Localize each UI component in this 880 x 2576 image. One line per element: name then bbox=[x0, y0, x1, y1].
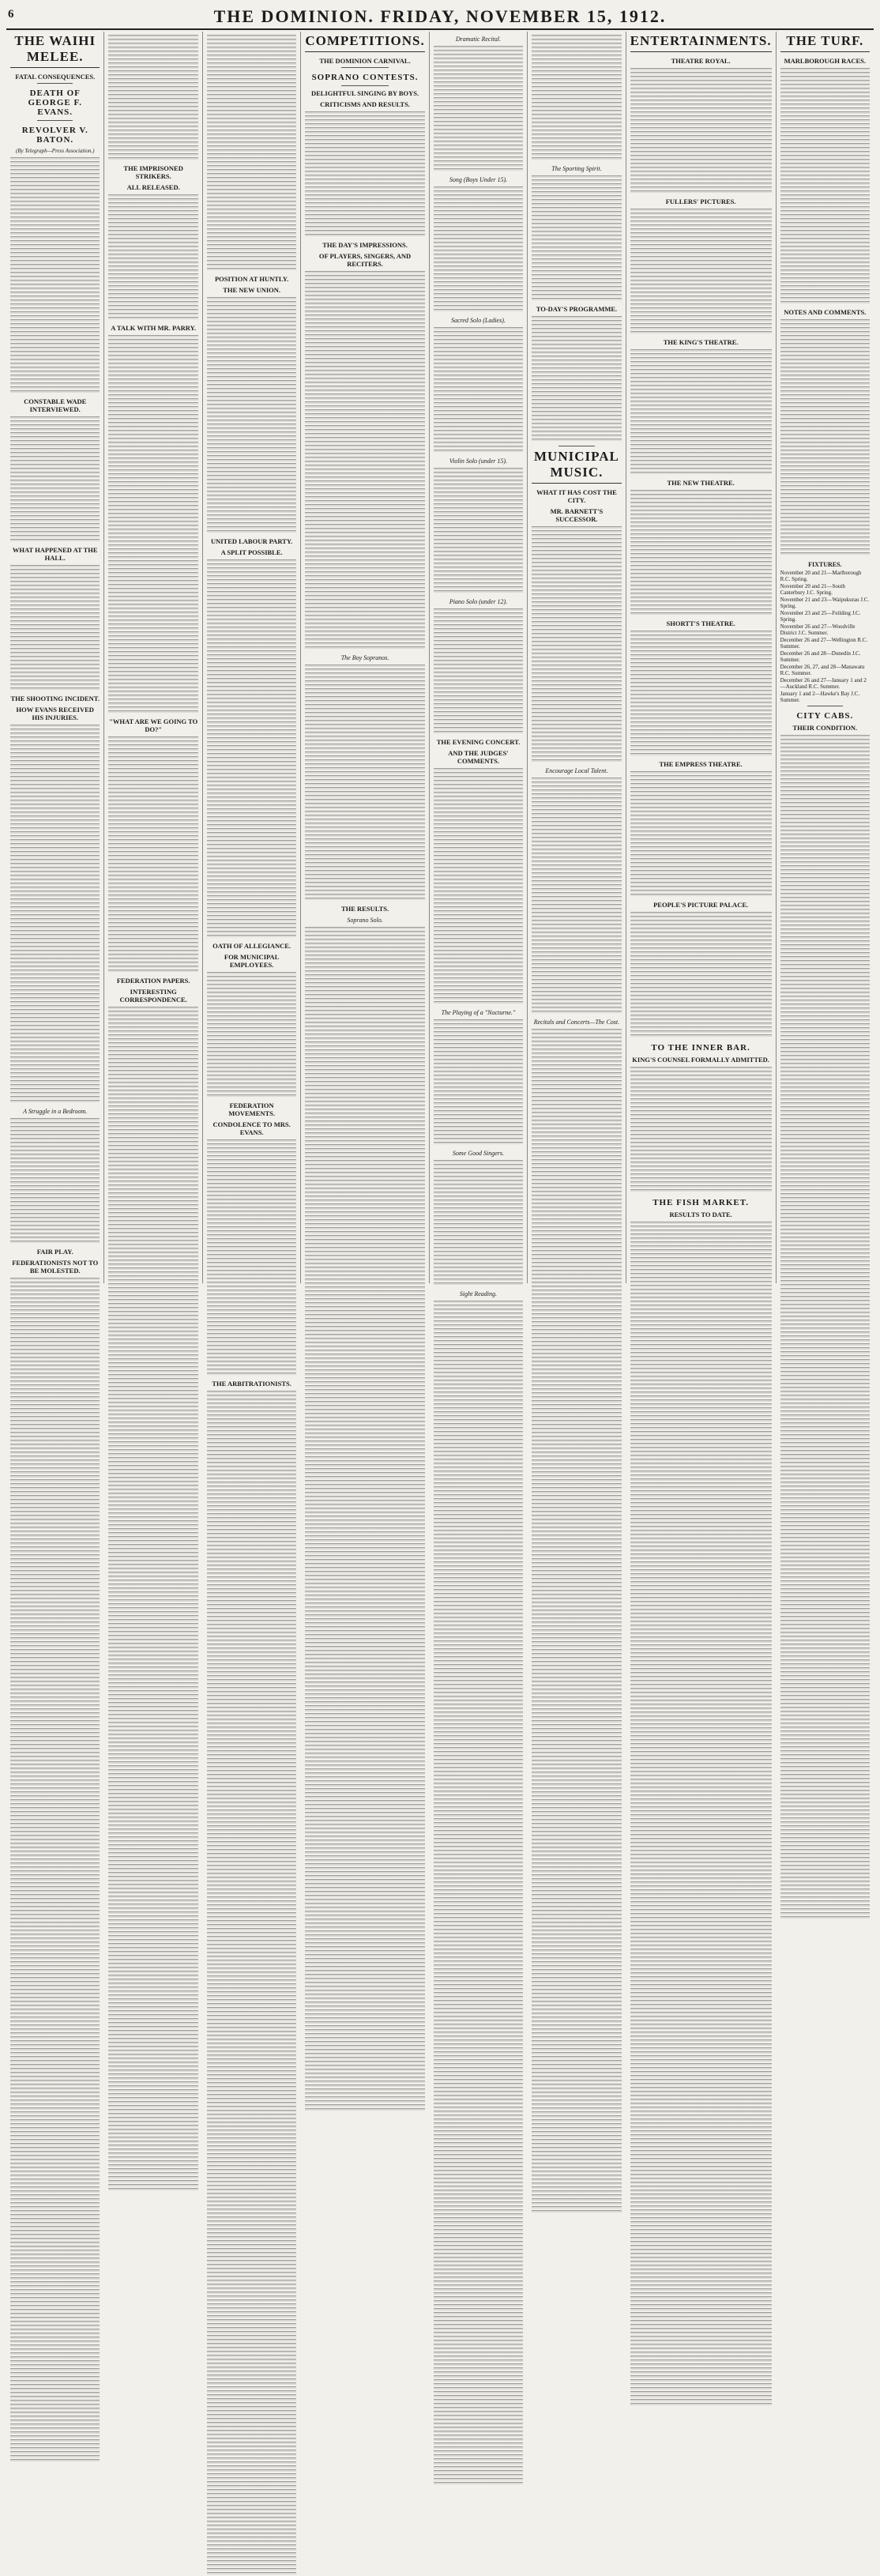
section-heading: TO THE INNER BAR. bbox=[651, 1043, 750, 1053]
section-heading: CONDOLENCE TO MRS. EVANS. bbox=[212, 1120, 291, 1136]
column-7 bbox=[626, 32, 777, 1283]
divider bbox=[341, 85, 389, 86]
section-heading: THE EVENING CONCERT. bbox=[436, 738, 521, 746]
fixture-item: December 26 and 28—Dunedin J.C. Summer. bbox=[780, 650, 861, 663]
article-text bbox=[532, 175, 621, 302]
section-heading: FEDERATIONISTS NOT TO BE MOLESTED. bbox=[12, 1259, 99, 1275]
article-text bbox=[434, 468, 523, 594]
article-text bbox=[630, 490, 772, 616]
article-text bbox=[10, 416, 100, 543]
section-heading: WHAT HAPPENED AT THE HALL. bbox=[12, 546, 98, 562]
article-text bbox=[434, 327, 523, 454]
section-heading: THE ARBITRATIONISTS. bbox=[212, 1380, 291, 1388]
article-text bbox=[630, 912, 772, 1038]
article-text bbox=[108, 1007, 197, 2192]
headline-entertainments: ENTERTAINMENTS. bbox=[630, 33, 772, 52]
section-heading: FULLERS' PICTURES. bbox=[665, 198, 736, 205]
subhead-carnival: THE DOMINION CARNIVAL. bbox=[319, 57, 411, 65]
subhead-death: DEATH OF GEORGE F. EVANS. bbox=[28, 89, 82, 117]
section-heading: FAIR PLAY. bbox=[36, 1248, 73, 1256]
column-1 bbox=[6, 32, 104, 1283]
section-subheading: Encourage Local Talent. bbox=[545, 767, 608, 774]
section-heading: UNITED LABOUR PARTY. bbox=[210, 537, 293, 545]
subhead-revolver: REVOLVER V. BATON. bbox=[21, 126, 88, 145]
subhead-fatal: FATAL CONSEQUENCES. bbox=[15, 73, 96, 81]
subhead-criticisms: CRITICISMS AND RESULTS. bbox=[320, 100, 410, 108]
article-text bbox=[207, 559, 296, 939]
section-heading: OATH OF ALLEGIANCE. bbox=[212, 942, 291, 950]
article-text bbox=[434, 186, 523, 313]
section-heading: THE KING'S THEATRE. bbox=[663, 338, 739, 346]
section-heading: KING'S COUNSEL FORMALLY ADMITTED. bbox=[632, 1056, 769, 1064]
section-subheading: Violin Solo (under 15). bbox=[449, 458, 508, 465]
article-text bbox=[305, 111, 424, 238]
article-text bbox=[207, 1139, 296, 1377]
article-text bbox=[630, 68, 772, 194]
article-text bbox=[305, 271, 424, 650]
article-text bbox=[10, 1278, 100, 2463]
subhead-soprano: SOPRANO CONTESTS. bbox=[311, 73, 419, 82]
section-subheading: The Playing of a "Nocturne." bbox=[441, 1009, 516, 1016]
article-text bbox=[434, 46, 523, 172]
section-heading: "WHAT ARE WE GOING TO DO?" bbox=[109, 717, 198, 733]
article-text bbox=[532, 1029, 621, 2214]
fixture-item: November 20 and 21—South Canterbury J.C. Spring. bbox=[780, 583, 845, 596]
section-subheading: Piano Solo (under 12). bbox=[449, 598, 508, 605]
divider bbox=[37, 83, 73, 84]
article-text bbox=[434, 1301, 523, 2486]
divider bbox=[37, 120, 73, 121]
article-text bbox=[532, 778, 621, 1015]
article-text bbox=[630, 631, 772, 757]
fixture-item: November 23 and 25—Feilding J.C. Spring. bbox=[780, 610, 861, 623]
section-heading: THE RESULTS. bbox=[340, 905, 389, 913]
article-text bbox=[780, 68, 870, 305]
section-heading: POSITION AT HUNTLY. bbox=[214, 275, 289, 283]
article-text bbox=[10, 1118, 100, 1245]
subhead-marlborough: MARLBOROUGH RACES. bbox=[784, 57, 867, 65]
article-text bbox=[207, 35, 296, 272]
section-subheading: Dramatic Recital. bbox=[455, 36, 502, 43]
section-subheading: Recitals and Concerts—The Cost. bbox=[533, 1019, 620, 1026]
headline-waihi-melee: THE WAIHI MELEE. bbox=[10, 33, 100, 68]
subhead-successor: MR. BARNETT'S SUCCESSOR. bbox=[550, 507, 604, 523]
section-heading: FEDERATION MOVEMENTS. bbox=[228, 1102, 276, 1117]
dateline: (By Telegraph—Press Association.) bbox=[15, 148, 95, 154]
article-text bbox=[207, 297, 296, 534]
section-heading: INTERESTING CORRESPONDENCE. bbox=[119, 988, 187, 1004]
fixtures-list bbox=[780, 570, 870, 703]
section-heading: RESULTS TO DATE. bbox=[669, 1211, 732, 1218]
article-text bbox=[630, 1067, 772, 1193]
article-text bbox=[630, 1222, 772, 2407]
article-text bbox=[108, 335, 197, 714]
article-text bbox=[10, 725, 100, 1104]
article-text bbox=[434, 1019, 523, 1146]
article-text bbox=[780, 735, 870, 1920]
article-text bbox=[630, 209, 772, 335]
column-4 bbox=[301, 32, 429, 1283]
fixtures-heading: FIXTURES. bbox=[808, 561, 842, 568]
section-heading: THE EMPRESS THEATRE. bbox=[659, 760, 743, 768]
column-5 bbox=[430, 32, 528, 1297]
section-heading: THE SHOOTING INCIDENT. bbox=[10, 695, 100, 702]
article-text bbox=[207, 1391, 296, 2576]
section-heading: PEOPLE'S PICTURE PALACE. bbox=[653, 901, 749, 909]
article-text bbox=[305, 665, 424, 902]
section-subheading: The Boy Sopranos. bbox=[340, 654, 389, 661]
article-text bbox=[630, 349, 772, 476]
section-heading: THEATRE ROYAL. bbox=[671, 57, 731, 65]
section-subheading: Sight Reading. bbox=[459, 1290, 498, 1297]
fixture-item: December 26, 27, and 28—Manawatu R.C. Summer. bbox=[780, 664, 865, 676]
section-heading: THEIR CONDITION. bbox=[792, 724, 858, 732]
article-text bbox=[434, 768, 523, 1005]
section-heading: CITY CABS. bbox=[796, 711, 854, 721]
article-text bbox=[532, 316, 621, 443]
fixture-item: January 1 and 2—Hawke's Bay J.C. Summer. bbox=[780, 691, 860, 703]
section-heading: A SPLIT POSSIBLE. bbox=[220, 548, 283, 556]
section-heading: HOW EVANS RECEIVED HIS INJURIES. bbox=[16, 706, 94, 721]
section-heading: THE IMPRISONED STRIKERS. bbox=[123, 164, 183, 180]
section-heading: FEDERATION PAPERS. bbox=[116, 977, 190, 985]
fixture-item: December 26 and 27—Wellington R.C. Summer. bbox=[780, 637, 868, 650]
section-heading: THE FISH MARKET. bbox=[652, 1198, 750, 1207]
section-subheading: The Sporting Spirit. bbox=[551, 165, 602, 172]
column-3 bbox=[203, 32, 301, 1388]
headline-turf: THE TURF. bbox=[780, 33, 870, 52]
section-subheading: Soprano Solo. bbox=[347, 917, 383, 924]
column-6 bbox=[528, 32, 626, 1283]
article-text bbox=[108, 194, 197, 321]
divider bbox=[341, 67, 389, 68]
column-2 bbox=[104, 32, 202, 1283]
section-heading: A TALK WITH MR. PARRY. bbox=[111, 324, 197, 332]
section-subheading: Sacred Solo (Ladies). bbox=[451, 317, 506, 324]
fixture-item: November 26 and 27—Woodville District J.C. Summer. bbox=[780, 623, 856, 636]
article-text bbox=[207, 972, 296, 1098]
section-heading: AND THE JUDGES' COMMENTS. bbox=[448, 749, 509, 765]
section-heading: OF PLAYERS, SINGERS, AND RECITERS. bbox=[318, 252, 412, 268]
section-heading: TO-DAY'S PROGRAMME. bbox=[536, 305, 618, 313]
headline-municipal-music: MUNICIPAL MUSIC. bbox=[532, 449, 621, 484]
section-heading: NOTES AND COMMENTS. bbox=[784, 308, 867, 316]
subhead-cost: WHAT IT HAS COST THE CITY. bbox=[536, 488, 617, 504]
column-8 bbox=[777, 32, 874, 1283]
article-text bbox=[10, 565, 100, 691]
section-heading: THE DAY'S IMPRESSIONS. bbox=[322, 241, 408, 249]
fixture-item: December 26 and 27—January 1 and 2—Auckland R.C. Summer. bbox=[780, 677, 867, 690]
newspaper-title: THE DOMINION. FRIDAY, NOVEMBER 15, 1912. bbox=[213, 6, 667, 26]
article-text bbox=[434, 608, 523, 735]
fixture-item: November 20 and 21—Marlborough R.C. Spring. bbox=[780, 570, 862, 582]
section-heading: ALL RELEASED. bbox=[126, 183, 180, 191]
article-text bbox=[108, 736, 197, 974]
article-text bbox=[630, 771, 772, 898]
section-heading: THE NEW UNION. bbox=[223, 286, 281, 294]
section-subheading: Song (Boys Under 15). bbox=[449, 176, 508, 183]
article-text bbox=[434, 1160, 523, 1286]
article-text bbox=[780, 319, 870, 556]
article-text bbox=[108, 35, 197, 161]
section-heading: THE NEW THEATRE. bbox=[667, 479, 735, 487]
section-subheading: A Struggle in a Bedroom. bbox=[23, 1108, 88, 1115]
subhead-boys: DELIGHTFUL SINGING BY BOYS. bbox=[310, 89, 419, 97]
article-text bbox=[532, 35, 621, 161]
columns bbox=[6, 32, 874, 1388]
section-heading: CONSTABLE WADE INTERVIEWED. bbox=[24, 397, 87, 413]
fixture-item: November 21 and 23—Waipukurau J.C. Spring. bbox=[780, 597, 870, 609]
headline-competitions: COMPETITIONS. bbox=[305, 33, 424, 52]
page-number: 6 bbox=[8, 8, 14, 21]
article-text bbox=[305, 927, 424, 2112]
masthead bbox=[6, 5, 874, 30]
article-text bbox=[10, 157, 100, 394]
article-text bbox=[532, 526, 621, 763]
section-heading: SHORTT'S THEATRE. bbox=[666, 620, 735, 627]
section-subheading: Some Good Singers. bbox=[452, 1150, 505, 1157]
section-heading: FOR MUNICIPAL EMPLOYEES. bbox=[224, 953, 280, 969]
